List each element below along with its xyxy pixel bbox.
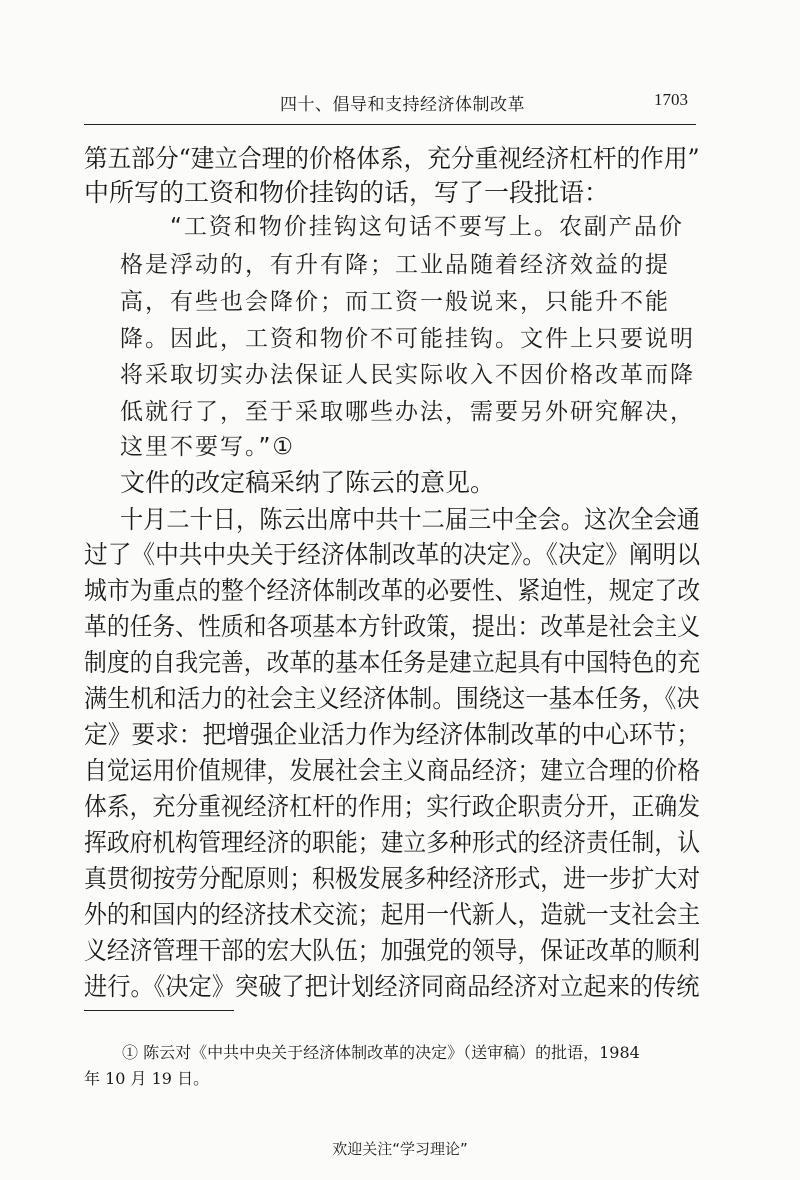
paragraph-line: 革的任务、性质和各项基本方针政策，提出：改革是社会主义 (84, 612, 701, 641)
running-header (84, 88, 696, 125)
page-number: 1703 (654, 90, 688, 109)
paragraph-line: 自觉运用价值规律，发展社会主义商品经济；建立合理的价格 (84, 756, 701, 785)
paragraph-line: 文件的改定稿采纳了陈云的意见。 (120, 468, 496, 497)
quote-line: 低就行了，至于采取哪些办法，需要另外研究解决， (120, 399, 695, 425)
paragraph-line: 中所写的工资和物价挂钩的话，写了一段批语： (84, 178, 610, 207)
quote-line: 这里不要写。”① (120, 434, 296, 460)
paragraph-line: 外的和国内的经济技术交流；起用一代新人，造就一支社会主 (84, 900, 701, 929)
quote-line: “工资和物价挂钩这句话不要写上。农副产品价 (170, 214, 684, 240)
quote-line: 高，有些也会降价；而工资一般说来，只能升不能 (120, 289, 670, 315)
paragraph-line: 十月二十日，陈云出席中共十二届三中全会。这次全会通 (120, 505, 701, 534)
paragraph-line: 满生机和活力的社会主义经济体制。围绕这一基本任务，《决 (84, 684, 700, 713)
footer-caption: 欢迎关注“学习理论” (332, 1140, 468, 1158)
footnote-line: 年 10 月 19 日。 (84, 1069, 210, 1088)
quote-line: 将采取切实办法保证人民实际收入不因价格改革而降 (120, 362, 695, 388)
quote-line: 降。因此，工资和物价不可能挂钩。文件上只要说明 (120, 326, 695, 352)
paragraph-line: 进行。《决定》突破了把计划经济同商品经济对立起来的传统 (84, 972, 700, 1001)
paragraph-line: 制度的自我完善，改革的基本任务是建立起具有中国特色的充 (84, 648, 701, 677)
paragraph-line: 真贯彻按劳分配原则；积极发展多种经济形式，进一步扩大对 (84, 864, 701, 893)
paragraph-line: 第五部分“建立合理的价格体系，充分重视经济杠杆的作用” (84, 144, 700, 173)
quote-line: 格是浮动的，有升有降；工业品随着经济效益的提 (120, 252, 670, 278)
paragraph-line: 定》要求：把增强企业活力作为经济体制改革的中心环节； (84, 720, 701, 749)
chapter-title: 四十、倡导和支持经济体制改革 (280, 95, 525, 115)
paragraph-line: 体系，充分重视经济杠杆的作用；实行政企职责分开，正确发 (84, 792, 701, 821)
paragraph-line: 城市为重点的整个经济体制改革的必要性、紧迫性，规定了改 (84, 576, 701, 605)
paragraph-line: 过了《中共中央关于经济体制改革的决定》。《决定》阐明以 (84, 540, 701, 569)
paragraph-line: 挥政府机构管理经济的职能；建立多种形式的经济责任制，认 (84, 828, 701, 857)
footnote-separator (84, 1010, 234, 1011)
footnote-line: ① 陈云对《中共中央关于经济体制改革的决定》（送审稿）的批语，1984 (122, 1043, 640, 1062)
paragraph-line: 义经济管理干部的宏大队伍；加强党的领导，保证改革的顺利 (84, 936, 701, 965)
